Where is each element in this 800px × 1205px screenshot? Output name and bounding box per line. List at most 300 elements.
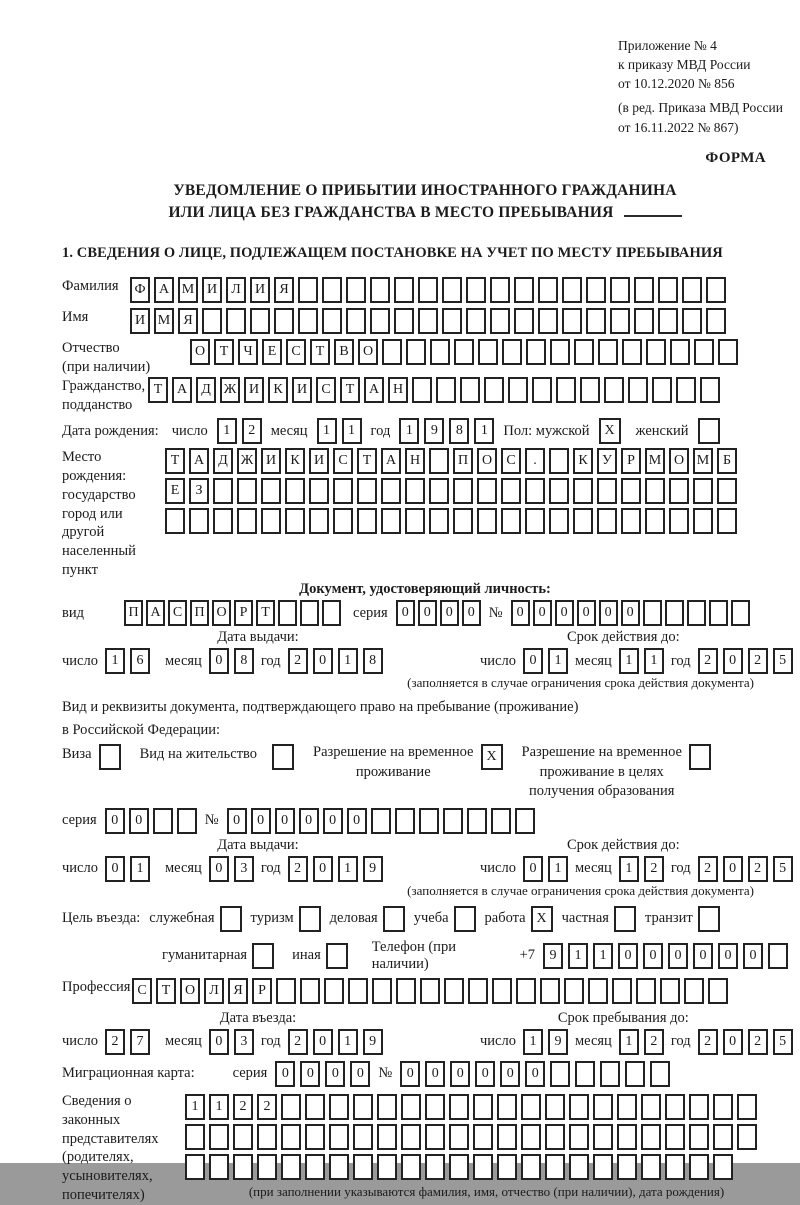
purpose-option-label: частная xyxy=(561,910,609,927)
char-cell xyxy=(484,377,504,403)
year-label: год xyxy=(260,1033,281,1050)
residence-doc-line1: Вид и реквизиты документа, подтверждающего право на пребывание (проживание) xyxy=(62,699,579,715)
char-cell: Я xyxy=(178,308,198,334)
char-cell xyxy=(684,978,704,1004)
residence-issue-date xyxy=(62,856,454,882)
char-cell xyxy=(333,508,353,534)
char-cell: И xyxy=(261,448,281,474)
char-cell xyxy=(731,600,750,626)
name-cells xyxy=(130,308,726,334)
char-cell: С xyxy=(286,339,306,365)
char-cell: Б xyxy=(717,448,737,474)
char-cell: 2 xyxy=(288,648,308,674)
char-cell xyxy=(261,478,281,504)
char-cell xyxy=(586,277,606,303)
char-cell xyxy=(381,508,401,534)
char-cell xyxy=(549,478,569,504)
char-cell: Д xyxy=(213,448,233,474)
name-label: Имя xyxy=(62,308,89,325)
char-cell xyxy=(443,808,463,834)
char-cell xyxy=(396,978,416,1004)
char-cell xyxy=(473,1094,493,1120)
char-cell: 2 xyxy=(698,856,718,882)
char-cell: 8 xyxy=(363,648,383,674)
char-cell xyxy=(549,508,569,534)
char-cell xyxy=(305,1124,325,1150)
char-cell: 1 xyxy=(338,856,358,882)
char-cell: Ж xyxy=(220,377,240,403)
char-cell xyxy=(497,1154,517,1180)
char-cell: 0 xyxy=(251,808,271,834)
month-label: месяц xyxy=(164,1033,202,1050)
char-cell xyxy=(492,978,512,1004)
char-cell: 5 xyxy=(773,648,793,674)
char-cell xyxy=(564,978,584,1004)
migration-series-label: серия xyxy=(232,1065,268,1082)
char-cell xyxy=(641,1124,661,1150)
char-cell xyxy=(324,978,344,1004)
char-cell: С xyxy=(316,377,336,403)
patronymic-label-line1: Отчество xyxy=(62,339,120,356)
char-cell: С xyxy=(132,978,152,1004)
representatives-label-line5: усыновителях, xyxy=(62,1168,153,1185)
char-cell: 0 xyxy=(533,600,552,626)
char-cell: 2 xyxy=(257,1094,277,1120)
char-cell xyxy=(574,339,594,365)
birth-year-label: год xyxy=(370,422,391,439)
char-cell: С xyxy=(168,600,187,626)
char-cell xyxy=(233,1124,253,1150)
birth-date-label: Дата рождения: xyxy=(62,422,159,439)
patronymic-label xyxy=(62,339,190,377)
char-cell: 1 xyxy=(338,648,358,674)
identity-issue-day-cells xyxy=(105,648,150,674)
char-cell xyxy=(453,478,473,504)
char-cell: 0 xyxy=(313,1029,333,1055)
char-cell xyxy=(650,1061,670,1087)
char-cell xyxy=(305,1154,325,1180)
char-cell: М xyxy=(693,448,713,474)
char-cell: 1 xyxy=(338,1029,358,1055)
residence-permit-label: Вид на жительство xyxy=(139,746,258,763)
doc-number-label: № xyxy=(488,604,503,621)
ref-note-line-2: от 16.11.2022 № 867) xyxy=(618,119,739,135)
name-row xyxy=(62,308,788,334)
char-cell xyxy=(412,377,432,403)
char-cell xyxy=(670,339,690,365)
char-cell: Д xyxy=(196,377,216,403)
char-cell: 0 xyxy=(299,808,319,834)
form-title-line1: УВЕДОМЛЕНИЕ О ПРИБЫТИИ ИНОСТРАННОГО ГРАЖДАНИНА xyxy=(173,181,677,199)
purpose-delovaya xyxy=(330,906,405,932)
char-cell xyxy=(382,339,402,365)
char-cell xyxy=(429,448,449,474)
char-cell: Р xyxy=(252,978,272,1004)
char-cell xyxy=(538,308,558,334)
char-cell: 3 xyxy=(234,856,254,882)
char-cell: Р xyxy=(621,448,641,474)
char-cell: Л xyxy=(204,978,224,1004)
residence-issue-header: Дата выдачи: xyxy=(217,836,299,853)
char-cell: Я xyxy=(274,277,294,303)
char-cell: И xyxy=(202,277,222,303)
char-cell xyxy=(617,1094,637,1120)
birth-year-cells xyxy=(399,418,494,444)
char-cell: И xyxy=(130,308,150,334)
char-cell xyxy=(353,1124,373,1150)
char-cell xyxy=(610,308,630,334)
representatives-label xyxy=(62,1092,185,1205)
temp-residence-label-line1: Разрешение на временное xyxy=(313,744,474,761)
char-cell: А xyxy=(189,448,209,474)
purpose-option-label: транзит xyxy=(644,910,693,927)
char-cell: 9 xyxy=(548,1029,568,1055)
char-cell xyxy=(213,508,233,534)
birthplace-row xyxy=(62,448,788,580)
char-cell xyxy=(593,1154,613,1180)
identity-issue-month-cells xyxy=(209,648,254,674)
char-cell xyxy=(634,308,654,334)
char-cell xyxy=(689,1124,709,1150)
profession-row xyxy=(62,978,788,1004)
char-cell xyxy=(226,308,246,334)
char-cell xyxy=(497,1094,517,1120)
migration-number-cells xyxy=(400,1061,670,1087)
char-cell xyxy=(281,1154,301,1180)
identity-doc-row xyxy=(62,600,788,626)
char-cell: 0 xyxy=(209,1029,229,1055)
char-cell xyxy=(501,508,521,534)
char-cell xyxy=(545,1124,565,1150)
representatives-row xyxy=(62,1092,788,1205)
char-cell: 1 xyxy=(644,648,664,674)
char-cell xyxy=(333,478,353,504)
char-cell xyxy=(706,308,726,334)
char-cell: 2 xyxy=(644,1029,664,1055)
stay-year-cells xyxy=(698,1029,793,1055)
temp-residence-label-line2: проживание xyxy=(355,763,431,780)
char-cell xyxy=(597,478,617,504)
char-cell: 1 xyxy=(185,1094,205,1120)
entry-day-cells xyxy=(105,1029,150,1055)
purpose-chastnaya xyxy=(562,906,636,932)
form-title-line2-text: ИЛИ ЛИЦА БЕЗ ГРАЖДАНСТВА В МЕСТО ПРЕБЫВАНИЯ xyxy=(168,204,614,222)
char-cell xyxy=(628,377,648,403)
residence-series-cells xyxy=(105,808,197,834)
char-cell xyxy=(622,339,642,365)
purpose-rabota xyxy=(485,906,553,932)
char-cell xyxy=(562,308,582,334)
char-cell xyxy=(593,1094,613,1120)
purpose-option-label: служебная xyxy=(149,910,215,927)
char-cell xyxy=(514,308,534,334)
char-cell: 1 xyxy=(568,943,588,969)
temp-residence-edu-label-line3: получения образования xyxy=(529,783,675,800)
char-cell xyxy=(713,1154,733,1180)
char-cell xyxy=(177,808,197,834)
birthplace-label-line1: Место рождения: xyxy=(62,449,127,484)
representatives-cells-row3 xyxy=(185,1154,788,1180)
birth-day-cells xyxy=(217,418,262,444)
char-cell xyxy=(665,1124,685,1150)
phone-label: Телефон (при наличии) xyxy=(371,938,456,972)
char-cell xyxy=(372,978,392,1004)
char-cell: 1 xyxy=(593,943,613,969)
char-cell xyxy=(377,1124,397,1150)
migration-series-cells xyxy=(275,1061,370,1087)
residence-doc-line2: в Российской Федерации: xyxy=(62,721,221,738)
identity-expiry-header: Срок действия до: xyxy=(566,629,680,645)
doc-number-cells xyxy=(511,600,750,626)
profession-label: Профессия xyxy=(62,978,131,995)
char-cell xyxy=(209,1124,229,1150)
birthplace-cells-row3 xyxy=(165,508,737,534)
blank-underline xyxy=(624,204,682,217)
char-cell: Р xyxy=(234,600,253,626)
char-cell xyxy=(682,277,702,303)
char-cell xyxy=(370,277,390,303)
temp-residence-edu-label xyxy=(522,743,682,802)
char-cell: А xyxy=(154,277,174,303)
residence-expiry-month-cells xyxy=(619,856,664,882)
char-cell: 0 xyxy=(350,1061,370,1087)
sex-male-checkbox: X xyxy=(599,418,621,444)
char-cell: Ф xyxy=(130,277,150,303)
char-cell: 0 xyxy=(511,600,530,626)
char-cell: 0 xyxy=(105,856,125,882)
ref-note-line-1: (в ред. Приказа МВД России xyxy=(618,100,783,116)
residence-doc-options xyxy=(62,743,788,802)
year-label: год xyxy=(670,860,691,877)
char-cell xyxy=(274,308,294,334)
ref-line-3: от 10.12.2020 № 856 xyxy=(618,76,735,92)
doc-kind-label: вид xyxy=(62,604,84,621)
birth-month-label: месяц xyxy=(270,422,308,439)
char-cell: Т xyxy=(256,600,275,626)
char-cell xyxy=(377,1094,397,1120)
birth-day-label: число xyxy=(171,422,208,439)
entry-year-cells xyxy=(288,1029,383,1055)
char-cell xyxy=(442,277,462,303)
char-cell: 1 xyxy=(342,418,362,444)
char-cell: 0 xyxy=(743,943,763,969)
year-label: год xyxy=(260,652,281,669)
char-cell: О xyxy=(190,339,210,365)
char-cell xyxy=(573,478,593,504)
char-cell xyxy=(420,978,440,1004)
char-cell xyxy=(550,1061,570,1087)
char-cell xyxy=(556,377,576,403)
visa-label: Виза xyxy=(62,746,92,763)
surname-cells xyxy=(130,277,726,303)
char-cell xyxy=(202,308,222,334)
birthplace-label-line2: государство xyxy=(62,486,136,503)
representatives-note: (при заполнении указываются фамилия, имя, отчество (при наличии), дата рождения) xyxy=(248,1183,725,1199)
purpose-option-label: туризм xyxy=(250,910,294,927)
char-cell xyxy=(491,808,511,834)
patronymic-row xyxy=(62,339,788,377)
identity-expiry-day-cells xyxy=(523,648,568,674)
char-cell xyxy=(153,808,173,834)
char-cell: 0 xyxy=(577,600,596,626)
char-cell: Ч xyxy=(238,339,258,365)
birth-date-row xyxy=(62,418,788,444)
char-cell xyxy=(454,339,474,365)
birthplace-label-line3: город или другой xyxy=(62,505,123,541)
char-cell xyxy=(322,308,342,334)
citizenship-cells xyxy=(148,377,720,403)
char-cell: 0 xyxy=(396,600,415,626)
char-cell xyxy=(600,1061,620,1087)
char-cell xyxy=(473,1154,493,1180)
day-label: число xyxy=(62,1033,98,1050)
year-label: год xyxy=(260,860,281,877)
residence-expiry-header: Срок действия до: xyxy=(566,836,680,853)
char-cell: 2 xyxy=(288,856,308,882)
char-cell: 0 xyxy=(693,943,713,969)
char-cell xyxy=(502,339,522,365)
char-cell xyxy=(682,308,702,334)
char-cell: 0 xyxy=(500,1061,520,1087)
residence-doc-series-row xyxy=(62,808,788,834)
char-cell: В xyxy=(334,339,354,365)
char-cell xyxy=(185,1154,205,1180)
forma-label: ФОРМА xyxy=(705,149,766,166)
char-cell xyxy=(233,1154,253,1180)
char-cell xyxy=(449,1094,469,1120)
char-cell: 2 xyxy=(233,1094,253,1120)
char-cell: 0 xyxy=(325,1061,345,1087)
char-cell xyxy=(473,1124,493,1150)
char-cell: 2 xyxy=(698,648,718,674)
citizenship-label xyxy=(62,377,148,415)
char-cell xyxy=(737,1124,757,1150)
char-cell: А xyxy=(172,377,192,403)
char-cell xyxy=(418,308,438,334)
char-cell: П xyxy=(190,600,209,626)
char-cell xyxy=(545,1094,565,1120)
purpose-ucheba-checkbox xyxy=(454,906,476,932)
char-cell xyxy=(466,308,486,334)
char-cell xyxy=(468,978,488,1004)
char-cell xyxy=(501,478,521,504)
char-cell: 0 xyxy=(313,856,333,882)
profession-cells xyxy=(132,978,728,1004)
char-cell xyxy=(281,1094,301,1120)
temp-residence-edu-label-line1: Разрешение на временное xyxy=(521,744,682,761)
char-cell: 0 xyxy=(209,856,229,882)
sex-female-label: женский xyxy=(635,422,689,439)
char-cell: 0 xyxy=(323,808,343,834)
char-cell xyxy=(545,1154,565,1180)
day-label: число xyxy=(480,652,516,669)
char-cell xyxy=(569,1094,589,1120)
char-cell: 9 xyxy=(424,418,444,444)
char-cell xyxy=(348,978,368,1004)
char-cell xyxy=(165,508,185,534)
char-cell: О xyxy=(180,978,200,1004)
char-cell xyxy=(429,478,449,504)
char-cell xyxy=(401,1154,421,1180)
representatives-label-line2: законных xyxy=(62,1111,121,1128)
char-cell xyxy=(353,1154,373,1180)
residence-issue-month-cells xyxy=(209,856,254,882)
char-cell xyxy=(394,277,414,303)
char-cell: 1 xyxy=(619,1029,639,1055)
char-cell xyxy=(658,308,678,334)
char-cell: 0 xyxy=(599,600,618,626)
month-label: месяц xyxy=(164,652,202,669)
char-cell xyxy=(636,978,656,1004)
expiry-note: (заполняется в случае ограничения срока действия документа) xyxy=(407,882,754,898)
temp-residence-edu-label-line2: проживание в целях xyxy=(539,763,664,780)
char-cell: О xyxy=(477,448,497,474)
residence-issue-year-cells xyxy=(288,856,383,882)
char-cell xyxy=(575,1061,595,1087)
stay-until-date xyxy=(480,1029,793,1055)
identity-doc-heading: Документ, удостоверяющий личность: xyxy=(299,581,551,597)
char-cell xyxy=(521,1094,541,1120)
char-cell: 0 xyxy=(300,1061,320,1087)
char-cell: А xyxy=(381,448,401,474)
representatives-label-line1: Сведения о xyxy=(62,1092,132,1109)
char-cell: 1 xyxy=(548,648,568,674)
migration-card-label: Миграционная карта: xyxy=(62,1065,195,1082)
char-cell xyxy=(687,600,706,626)
char-cell xyxy=(189,508,209,534)
form-title xyxy=(62,180,788,225)
patronymic-label-line2: (при наличии) xyxy=(62,358,151,375)
birthplace-cells-row2 xyxy=(165,478,737,504)
char-cell xyxy=(706,277,726,303)
residence-number-label: № xyxy=(204,812,219,829)
surname-label: Фамилия xyxy=(62,277,119,294)
char-cell: 1 xyxy=(317,418,337,444)
char-cell xyxy=(425,1094,445,1120)
patronymic-cells xyxy=(190,339,738,365)
char-cell xyxy=(298,277,318,303)
char-cell: 0 xyxy=(525,1061,545,1087)
purpose-chastnaya-checkbox xyxy=(614,906,636,932)
birth-month-cells xyxy=(317,418,362,444)
char-cell xyxy=(573,508,593,534)
char-cell: 9 xyxy=(363,1029,383,1055)
ref-line-2: к приказу МВД России xyxy=(618,57,751,73)
char-cell xyxy=(436,377,456,403)
char-cell xyxy=(395,808,415,834)
char-cell xyxy=(717,478,737,504)
char-cell xyxy=(429,508,449,534)
char-cell: 1 xyxy=(399,418,419,444)
stay-until-col xyxy=(454,1010,793,1055)
char-cell: . xyxy=(525,448,545,474)
char-cell xyxy=(477,478,497,504)
char-cell xyxy=(540,978,560,1004)
char-cell: 0 xyxy=(621,600,640,626)
char-cell xyxy=(708,978,728,1004)
header-reference xyxy=(618,36,788,137)
char-cell: 0 xyxy=(105,808,125,834)
sex-female-checkbox xyxy=(698,418,720,444)
char-cell: 0 xyxy=(555,600,574,626)
char-cell xyxy=(261,508,281,534)
char-cell xyxy=(237,508,257,534)
surname-row xyxy=(62,277,788,303)
char-cell xyxy=(453,508,473,534)
residence-expiry-date xyxy=(480,856,793,882)
char-cell: Е xyxy=(262,339,282,365)
char-cell xyxy=(694,339,714,365)
